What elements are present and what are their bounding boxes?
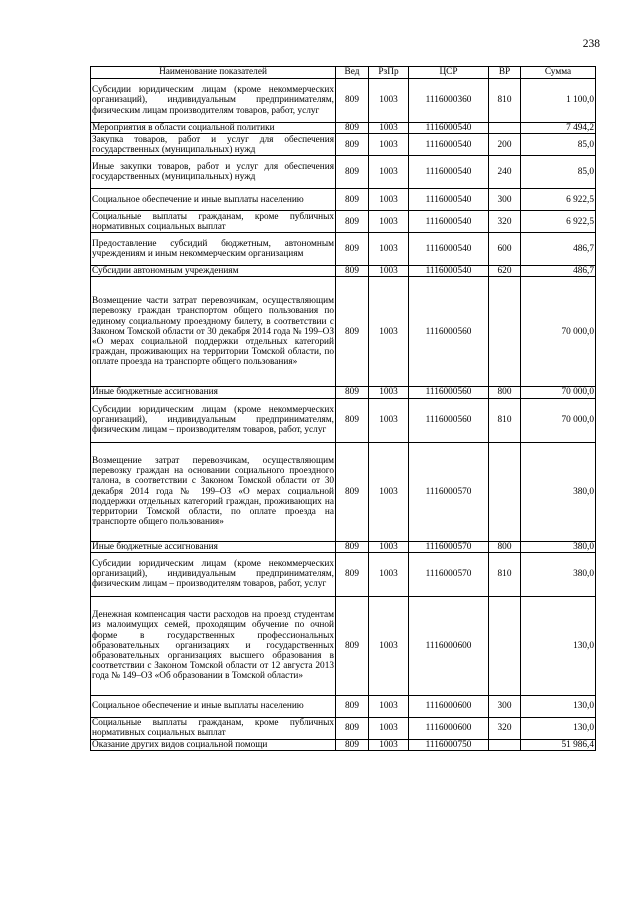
cell-name: Социальное обеспечение и иные выплаты населению (91, 189, 336, 211)
cell-rzpr: 1003 (369, 541, 409, 552)
cell-vr (489, 123, 521, 134)
table-row (91, 134, 596, 156)
cell-name: Субсидии юридическим лицам (кроме некоммерческих организаций), индивидуальным предпринимателям, физическим лицам – производителям товаров, работ, услуг (91, 398, 336, 442)
cell-csr: 1116000540 (409, 134, 489, 156)
table-row (91, 398, 596, 442)
table-row (91, 717, 596, 739)
cell-sum: 70 000,0 (521, 398, 596, 442)
cell-csr: 1116000540 (409, 189, 489, 211)
table-row (91, 156, 596, 189)
cell-csr: 1116000560 (409, 277, 489, 387)
table-row (91, 189, 596, 211)
cell-name: Предоставление субсидий бюджетным, автономным учреждениям и иным некоммерческим организациям (91, 233, 336, 266)
cell-csr: 1116000360 (409, 79, 489, 123)
cell-name: Возмещение затрат перевозчикам, осуществляющим перевозку граждан на основании социального проездного талона, в соответствии с Законом Томской области от 30 декабря 2014 года № 199–ОЗ «О мерах социальной поддержки отдельных категорий граждан, проживающих на территории Томской области, по оплате проезда на транспорте общего пользования» (91, 442, 336, 541)
cell-sum: 486,7 (521, 266, 596, 277)
cell-sum: 380,0 (521, 541, 596, 552)
column-header-ved: Вед (336, 67, 369, 79)
cell-ved: 809 (336, 541, 369, 552)
cell-vr: 800 (489, 541, 521, 552)
cell-sum: 85,0 (521, 134, 596, 156)
cell-csr: 1116000600 (409, 695, 489, 717)
cell-rzpr: 1003 (369, 717, 409, 739)
cell-ved: 809 (336, 266, 369, 277)
page-number: 238 (582, 38, 600, 50)
cell-sum: 380,0 (521, 442, 596, 541)
cell-vr: 810 (489, 398, 521, 442)
cell-vr (489, 596, 521, 695)
cell-sum: 85,0 (521, 156, 596, 189)
cell-vr: 600 (489, 233, 521, 266)
cell-ved: 809 (336, 695, 369, 717)
cell-csr: 1116000540 (409, 123, 489, 134)
cell-sum: 7 494,2 (521, 123, 596, 134)
table-row (91, 442, 596, 541)
cell-sum: 70 000,0 (521, 387, 596, 398)
cell-csr: 1116000540 (409, 266, 489, 277)
cell-rzpr: 1003 (369, 398, 409, 442)
cell-vr (489, 442, 521, 541)
cell-vr: 300 (489, 189, 521, 211)
cell-csr: 1116000750 (409, 739, 489, 750)
column-header-csr: ЦСР (409, 67, 489, 79)
cell-name: Денежная компенсация части расходов на проезд студентам из малоимущих семей, проходящим обучение по очной форме в государственных профессиональных образовательных организациях и государственных образовательных организациях высшего образования в соответствии с Законом Томской области от 12 августа 2013 года № 149–ОЗ «Об образовании в Томской области» (91, 596, 336, 695)
cell-rzpr: 1003 (369, 189, 409, 211)
cell-rzpr: 1003 (369, 596, 409, 695)
cell-ved: 809 (336, 398, 369, 442)
cell-sum: 51 986,4 (521, 739, 596, 750)
cell-csr: 1116000570 (409, 442, 489, 541)
cell-sum: 6 922,5 (521, 189, 596, 211)
cell-ved: 809 (336, 442, 369, 541)
column-header-name: Наименование показателей (91, 67, 336, 79)
cell-rzpr: 1003 (369, 552, 409, 596)
cell-ved: 809 (336, 189, 369, 211)
column-header-sum: Сумма (521, 67, 596, 79)
table-row (91, 596, 596, 695)
cell-csr: 1116000560 (409, 387, 489, 398)
cell-name: Социальное обеспечение и иные выплаты населению (91, 695, 336, 717)
cell-rzpr: 1003 (369, 266, 409, 277)
cell-ved: 809 (336, 211, 369, 233)
cell-rzpr: 1003 (369, 277, 409, 387)
cell-vr: 800 (489, 387, 521, 398)
budget-table (90, 66, 596, 751)
cell-ved: 809 (336, 134, 369, 156)
cell-csr: 1116000560 (409, 398, 489, 442)
cell-name: Субсидии юридическим лицам (кроме некоммерческих организаций), индивидуальным предпринимателям, физическим лицам производителям товаров, работ, услуг (91, 79, 336, 123)
table-row (91, 387, 596, 398)
cell-name: Возмещение части затрат перевозчикам, осуществляющим перевозку граждан транспортом общего пользования по единому социальному проездному билету, в соответствии с Законом Томской области от 30 декабря 2014 года № 199–ОЗ «О мерах социальной поддержки отдельных категорий граждан, проживающих на территории Томской области, по оплате проезда на транспорте общего пользования» (91, 277, 336, 387)
cell-vr: 300 (489, 695, 521, 717)
cell-rzpr: 1003 (369, 387, 409, 398)
cell-csr: 1116000600 (409, 717, 489, 739)
cell-rzpr: 1003 (369, 695, 409, 717)
column-header-rzpr: РзПр (369, 67, 409, 79)
table-row (91, 266, 596, 277)
cell-ved: 809 (336, 123, 369, 134)
cell-rzpr: 1003 (369, 233, 409, 266)
cell-vr: 320 (489, 717, 521, 739)
cell-csr: 1116000570 (409, 552, 489, 596)
cell-vr: 320 (489, 211, 521, 233)
cell-rzpr: 1003 (369, 134, 409, 156)
cell-sum: 6 922,5 (521, 211, 596, 233)
cell-rzpr: 1003 (369, 156, 409, 189)
cell-name: Субсидии автономным учреждениям (91, 266, 336, 277)
cell-csr: 1116000540 (409, 211, 489, 233)
cell-vr: 810 (489, 552, 521, 596)
cell-ved: 809 (336, 156, 369, 189)
cell-csr: 1116000600 (409, 596, 489, 695)
table-row (91, 552, 596, 596)
cell-sum: 130,0 (521, 596, 596, 695)
cell-vr (489, 277, 521, 387)
cell-name: Социальные выплаты гражданам, кроме публичных нормативных социальных выплат (92, 211, 334, 232)
cell-ved: 809 (336, 233, 369, 266)
cell-rzpr: 1003 (369, 123, 409, 134)
cell-sum: 1 100,0 (521, 79, 596, 123)
table-row (91, 79, 596, 123)
cell-sum: 130,0 (521, 717, 596, 739)
table-row (91, 277, 596, 387)
cell-sum: 486,7 (521, 233, 596, 266)
table-header-row (91, 67, 596, 79)
cell-rzpr: 1003 (369, 211, 409, 233)
cell-ved: 809 (336, 596, 369, 695)
cell-rzpr: 1003 (369, 739, 409, 750)
cell-vr: 810 (489, 79, 521, 123)
cell-csr: 1116000540 (409, 233, 489, 266)
table-row (91, 211, 596, 233)
table-row (91, 233, 596, 266)
cell-ved: 809 (336, 79, 369, 123)
cell-name: Субсидии юридическим лицам (кроме некоммерческих организаций), индивидуальным предпринимателям, физическим лицам – производителям товаров, работ, услуг (91, 552, 336, 596)
cell-name: Иные бюджетные ассигнования (91, 387, 336, 398)
table-row (91, 541, 596, 552)
cell-ved: 809 (336, 739, 369, 750)
cell-csr: 1116000570 (409, 541, 489, 552)
cell-ved: 809 (336, 717, 369, 739)
cell-ved: 809 (336, 277, 369, 387)
cell-csr: 1116000540 (409, 156, 489, 189)
cell-vr (489, 739, 521, 750)
cell-name: Мероприятия в области социальной политики (91, 123, 336, 134)
cell-sum: 130,0 (521, 695, 596, 717)
table-row (91, 123, 596, 134)
cell-rzpr: 1003 (369, 442, 409, 541)
cell-name: Социальные выплаты гражданам, кроме публичных нормативных социальных выплат (92, 718, 334, 739)
cell-sum: 380,0 (521, 552, 596, 596)
cell-ved: 809 (336, 552, 369, 596)
cell-vr: 200 (489, 134, 521, 156)
cell-sum: 70 000,0 (521, 277, 596, 387)
cell-name: Оказание других видов социальной помощи (91, 739, 336, 750)
cell-vr: 620 (489, 266, 521, 277)
cell-name: Иные бюджетные ассигнования (91, 541, 336, 552)
cell-ved: 809 (336, 387, 369, 398)
cell-vr: 240 (489, 156, 521, 189)
cell-name: Закупка товаров, работ и услуг для обеспечения государственных (муниципальных) нужд (92, 134, 334, 155)
cell-rzpr: 1003 (369, 79, 409, 123)
table-row (91, 695, 596, 717)
column-header-vr: ВР (489, 67, 521, 79)
cell-name: Иные закупки товаров, работ и услуг для обеспечения государственных (муниципальных) нужд (91, 156, 336, 189)
table-row (91, 739, 596, 750)
